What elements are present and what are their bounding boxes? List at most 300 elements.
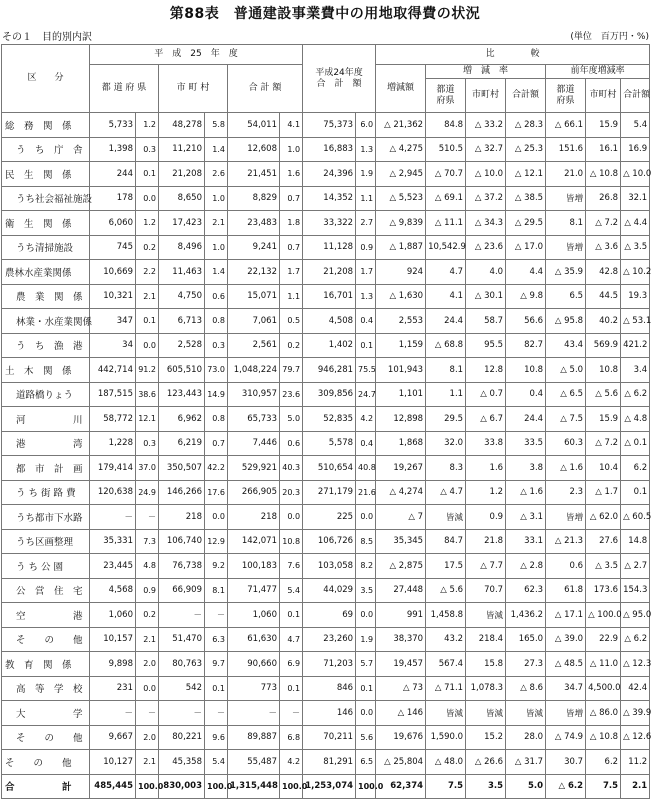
table-cell: △ 30.1: [466, 284, 506, 309]
table-cell: 皆減: [426, 701, 466, 726]
table-row: [2, 113, 650, 138]
table-cell: 1,402: [303, 333, 356, 358]
table-cell: 8.3: [426, 456, 466, 481]
table-cell: 0.4: [506, 382, 546, 407]
table-cell: 1.8: [280, 211, 303, 236]
table-cell: 20.3: [280, 480, 303, 505]
table-cell: 1.9: [356, 162, 376, 187]
table-cell: 442,714: [90, 358, 136, 383]
header-prev-pref: 都道 府県: [546, 79, 586, 113]
row-label: 河 川: [2, 407, 90, 432]
table-cell: 3.4: [621, 358, 650, 383]
table-cell: △ 10.0: [621, 162, 650, 187]
table-cell: △ 17.0: [506, 235, 546, 260]
table-cell: －: [159, 603, 205, 628]
table-cell: 6.3: [205, 627, 228, 652]
table-cell: △ 32.7: [466, 137, 506, 162]
table-cell: 42.8: [586, 260, 621, 285]
table-cell: 1.4: [205, 260, 228, 285]
table-cell: △ 74.9: [546, 725, 586, 750]
table-cell: 16.1: [586, 137, 621, 162]
table-cell: 42.2: [205, 456, 228, 481]
table-cell: △ 5,523: [376, 186, 426, 211]
table-cell: 12,608: [228, 137, 280, 162]
table-cell: △ 1,887: [376, 235, 426, 260]
table-cell: 27.6: [586, 529, 621, 554]
table-cell: 3.5: [356, 578, 376, 603]
table-cell: 21.0: [546, 162, 586, 187]
table-cell: 75.5: [356, 358, 376, 383]
table-cell: 1,159: [376, 333, 426, 358]
table-cell: 0.1: [280, 603, 303, 628]
table-cell: 0.1: [205, 676, 228, 701]
table-cell: 10,157: [90, 627, 136, 652]
table-cell: －: [205, 603, 228, 628]
table-cell: 0.4: [356, 309, 376, 334]
table-cell: △ 4.8: [621, 407, 650, 432]
table-cell: 2.1: [136, 750, 159, 775]
table-cell: 4.2: [356, 407, 376, 432]
table-cell: 1.1: [356, 186, 376, 211]
table-cell: 24,396: [303, 162, 356, 187]
table-cell: △ 26.6: [466, 750, 506, 775]
table-cell: 0.0: [280, 505, 303, 530]
table-cell: 4,508: [303, 309, 356, 334]
table-cell: 5.6: [356, 725, 376, 750]
table-cell: 309,856: [303, 382, 356, 407]
table-cell: 40.3: [280, 456, 303, 481]
table-cell: 100,183: [228, 554, 280, 579]
header-prev-rate: 前年度増減率: [546, 65, 650, 79]
table-cell: 100.0: [205, 774, 228, 799]
table-cell: 56.6: [506, 309, 546, 334]
table-cell: 21.6: [356, 480, 376, 505]
table-cell: 24.4: [506, 407, 546, 432]
table-cell: 12.1: [136, 407, 159, 432]
table-cell: 6.0: [356, 113, 376, 138]
table-cell: 6,219: [159, 431, 205, 456]
table-cell: 14.9: [205, 382, 228, 407]
table-subtitle: その１ 目的別内訳: [2, 32, 92, 43]
table-cell: 22,132: [228, 260, 280, 285]
table-cell: 6.2: [621, 456, 650, 481]
table-cell: 76,738: [159, 554, 205, 579]
table-cell: 15.8: [466, 652, 506, 677]
table-cell: 84.8: [426, 113, 466, 138]
table-cell: △ 25.3: [506, 137, 546, 162]
row-label: そ の 他: [2, 725, 90, 750]
table-cell: 12.8: [466, 358, 506, 383]
table-cell: 71,203: [303, 652, 356, 677]
table-cell: 5.4: [621, 113, 650, 138]
table-cell: 0.0: [205, 505, 228, 530]
table-cell: 266,905: [228, 480, 280, 505]
table-cell: 73.0: [205, 358, 228, 383]
table-cell: 22.9: [586, 627, 621, 652]
table-row: [2, 211, 650, 236]
table-cell: 0.1: [136, 309, 159, 334]
table-cell: 0.1: [356, 333, 376, 358]
table-cell: 30.7: [546, 750, 586, 775]
table-cell: 6,060: [90, 211, 136, 236]
table-cell: △ 5.0: [546, 358, 586, 383]
table-cell: 0.0: [136, 186, 159, 211]
header-incdec-rate: 増 減 率: [426, 65, 546, 79]
table-cell: △ 7.2: [586, 211, 621, 236]
table-cell: 0.6: [280, 431, 303, 456]
table-cell: 11,128: [303, 235, 356, 260]
table-cell: 61.8: [546, 578, 586, 603]
table-cell: 1,868: [376, 431, 426, 456]
table-cell: 43.2: [426, 627, 466, 652]
table-cell: 6,713: [159, 309, 205, 334]
table-cell: 11,463: [159, 260, 205, 285]
table-cell: 7.3: [136, 529, 159, 554]
table-cell: 1,060: [90, 603, 136, 628]
table-cell: △ 60.5: [621, 505, 650, 530]
table-cell: 40.8: [356, 456, 376, 481]
table-cell: 244: [90, 162, 136, 187]
table-cell: 1,048,224: [228, 358, 280, 383]
table-cell: 421.2: [621, 333, 650, 358]
table-cell: 1.0: [205, 235, 228, 260]
row-label: 民 生 関 係: [2, 162, 90, 187]
table-cell: 165.0: [506, 627, 546, 652]
table-cell: △ 1,630: [376, 284, 426, 309]
row-label: うち区画整理: [2, 529, 90, 554]
table-cell: △ 1.6: [546, 456, 586, 481]
table-cell: 218: [228, 505, 280, 530]
table-cell: △ 9.8: [506, 284, 546, 309]
table-cell: 542: [159, 676, 205, 701]
row-label: 土 木 関 係: [2, 358, 90, 383]
table-cell: －: [90, 505, 136, 530]
table-cell: 0.9: [356, 235, 376, 260]
table-cell: 4,750: [159, 284, 205, 309]
table-cell: 34.7: [546, 676, 586, 701]
table-cell: 3.5: [466, 774, 506, 799]
table-cell: 1,436.2: [506, 603, 546, 628]
table-cell: △ 10.0: [466, 162, 506, 187]
table-cell: 1,078.3: [466, 676, 506, 701]
table-cell: 4.2: [280, 750, 303, 775]
table-cell: 84.7: [426, 529, 466, 554]
row-label: 港 湾: [2, 431, 90, 456]
table-cell: 2,553: [376, 309, 426, 334]
table-cell: 1,101: [376, 382, 426, 407]
table-cell: 15.9: [586, 113, 621, 138]
table-cell: △ 53.1: [621, 309, 650, 334]
table-cell: 1,458.8: [426, 603, 466, 628]
table-cell: 8.1: [205, 578, 228, 603]
table-cell: 15,071: [228, 284, 280, 309]
table-row: [2, 431, 650, 456]
table-cell: 58.7: [466, 309, 506, 334]
table-cell: 1.6: [280, 162, 303, 187]
table-cell: △ 12.1: [506, 162, 546, 187]
table-cell: 2.1: [621, 774, 650, 799]
table-cell: 6.2: [586, 750, 621, 775]
table-cell: 0.9: [466, 505, 506, 530]
table-cell: 14.8: [621, 529, 650, 554]
table-cell: △ 3.6: [586, 235, 621, 260]
table-cell: △ 4,274: [376, 480, 426, 505]
table-cell: 80,763: [159, 652, 205, 677]
table-cell: 4.7: [280, 627, 303, 652]
table-cell: 846: [303, 676, 356, 701]
table-cell: 1.7: [280, 260, 303, 285]
header-compare: 比 較: [376, 45, 650, 65]
table-cell: 1,253,074: [303, 774, 356, 799]
table-cell: 61,630: [228, 627, 280, 652]
table-cell: 21,451: [228, 162, 280, 187]
table-cell: －: [205, 701, 228, 726]
table-cell: △ 0.1: [621, 431, 650, 456]
table-cell: 26.8: [586, 186, 621, 211]
table-cell: 142,071: [228, 529, 280, 554]
table-cell: 3.8: [506, 456, 546, 481]
table-cell: 4.0: [466, 260, 506, 285]
header-total: 合 計 額: [228, 65, 303, 113]
table-cell: 2,561: [228, 333, 280, 358]
table-row: [2, 162, 650, 187]
table-cell: △ 31.7: [506, 750, 546, 775]
table-cell: 24.9: [136, 480, 159, 505]
table-cell: △ 3.5: [621, 235, 650, 260]
row-label: 農林水産業関係: [2, 260, 90, 285]
table-cell: 1.0: [205, 186, 228, 211]
table-cell: 95.5: [466, 333, 506, 358]
table-cell: 7,061: [228, 309, 280, 334]
table-cell: 510,654: [303, 456, 356, 481]
table-cell: 0.4: [356, 431, 376, 456]
table-cell: 10.8: [280, 529, 303, 554]
table-cell: 225: [303, 505, 356, 530]
table-cell: 510.5: [426, 137, 466, 162]
table-cell: 皆減: [466, 701, 506, 726]
table-cell: 10,127: [90, 750, 136, 775]
table-cell: 106,726: [303, 529, 356, 554]
table-cell: 17.6: [205, 480, 228, 505]
table-row: [2, 603, 650, 628]
table-cell: 12.9: [205, 529, 228, 554]
table-cell: △ 2.8: [506, 554, 546, 579]
table-cell: 21.8: [466, 529, 506, 554]
table-cell: 33.5: [506, 431, 546, 456]
table-cell: 82.7: [506, 333, 546, 358]
table-cell: 51,470: [159, 627, 205, 652]
table-cell: 0.1: [280, 676, 303, 701]
table-cell: △ 1.7: [586, 480, 621, 505]
table-cell: 830,003: [159, 774, 205, 799]
table-cell: 605,510: [159, 358, 205, 383]
table-cell: －: [280, 701, 303, 726]
table-cell: 66,909: [159, 578, 205, 603]
table-cell: 23,483: [228, 211, 280, 236]
table-cell: 1.9: [356, 627, 376, 652]
table-cell: 1,228: [90, 431, 136, 456]
table-cell: 0.6: [546, 554, 586, 579]
table-cell: △ 9,839: [376, 211, 426, 236]
table-cell: 89,887: [228, 725, 280, 750]
table-cell: △ 68.8: [426, 333, 466, 358]
table-cell: 21,208: [303, 260, 356, 285]
table-cell: 9,898: [90, 652, 136, 677]
table-cell: 0.7: [205, 431, 228, 456]
table-cell: △ 86.0: [586, 701, 621, 726]
table-cell: △ 2,945: [376, 162, 426, 187]
table-cell: 60.3: [546, 431, 586, 456]
table-body: [2, 113, 650, 799]
header-section: 区 分: [2, 45, 90, 113]
table-cell: 924: [376, 260, 426, 285]
row-label: 公 営 住 宅: [2, 578, 90, 603]
table-cell: 15.9: [586, 407, 621, 432]
table-cell: △ 10.2: [621, 260, 650, 285]
table-cell: 皆増: [546, 701, 586, 726]
table-cell: 65,733: [228, 407, 280, 432]
table-cell: 1,398: [90, 137, 136, 162]
table-cell: 0.2: [136, 603, 159, 628]
table-cell: 81,291: [303, 750, 356, 775]
page-title: 第88表 普通建設事業費中の用地取得費の状況: [169, 6, 481, 22]
table-cell: 7.5: [586, 774, 621, 799]
table-cell: 1.1: [426, 382, 466, 407]
table-cell: 5,733: [90, 113, 136, 138]
table-cell: 17.5: [426, 554, 466, 579]
table-cell: 569.9: [586, 333, 621, 358]
table-cell: 35,331: [90, 529, 136, 554]
table-cell: 1.3: [356, 137, 376, 162]
table-cell: △ 48.0: [426, 750, 466, 775]
table-cell: △ 5.6: [586, 382, 621, 407]
table-cell: △ 25,804: [376, 750, 426, 775]
header-rate-muni: 市町村: [466, 79, 506, 113]
table-cell: 37.0: [136, 456, 159, 481]
table-cell: 2.6: [205, 162, 228, 187]
row-label: 道路橋りょう: [2, 382, 90, 407]
table-cell: 173.6: [586, 578, 621, 603]
table-cell: 皆増: [546, 186, 586, 211]
table-cell: 35,345: [376, 529, 426, 554]
table-cell: 1.4: [205, 137, 228, 162]
table-row: [2, 456, 650, 481]
table-cell: 0.2: [136, 235, 159, 260]
table-cell: △ 11.0: [586, 652, 621, 677]
table-cell: 80,221: [159, 725, 205, 750]
table-cell: 154.3: [621, 578, 650, 603]
table-cell: 146,266: [159, 480, 205, 505]
table-cell: 218.4: [466, 627, 506, 652]
table-cell: △ 0.7: [466, 382, 506, 407]
table-cell: 991: [376, 603, 426, 628]
table-cell: 347: [90, 309, 136, 334]
table-cell: 79.7: [280, 358, 303, 383]
table-cell: 5.0: [506, 774, 546, 799]
table-cell: 1.2: [466, 480, 506, 505]
table-cell: 5,578: [303, 431, 356, 456]
table-cell: 21,208: [159, 162, 205, 187]
table-row: [2, 725, 650, 750]
table-cell: 2.0: [136, 725, 159, 750]
table-cell: 2.3: [546, 480, 586, 505]
table-row: [2, 701, 650, 726]
table-cell: △ 6.5: [546, 382, 586, 407]
table-cell: △ 12.6: [621, 725, 650, 750]
header-rate-total: 合計額: [506, 79, 546, 113]
table-cell: 10,669: [90, 260, 136, 285]
table-cell: 10,321: [90, 284, 136, 309]
table-cell: 350,507: [159, 456, 205, 481]
table-cell: 71,477: [228, 578, 280, 603]
table-cell: 17,423: [159, 211, 205, 236]
table-cell: 0.1: [356, 676, 376, 701]
header-year24: 平成24年度 合 計 額: [303, 45, 376, 113]
table-cell: 0.0: [356, 603, 376, 628]
table-cell: 218: [159, 505, 205, 530]
table-cell: 4,500.0: [586, 676, 621, 701]
table-cell: △ 48.5: [546, 652, 586, 677]
table-row: [2, 627, 650, 652]
table-cell: 34: [90, 333, 136, 358]
table-cell: 0.1: [621, 480, 650, 505]
row-label: 都 市 計 画: [2, 456, 90, 481]
table-cell: △ 7: [376, 505, 426, 530]
table-cell: △ 2,875: [376, 554, 426, 579]
table-cell: 28.0: [506, 725, 546, 750]
table-cell: 42.4: [621, 676, 650, 701]
table-cell: 1.1: [280, 284, 303, 309]
table-cell: 1.2: [136, 211, 159, 236]
row-label: う ち 漁 港: [2, 333, 90, 358]
table-cell: 38,370: [376, 627, 426, 652]
table-cell: 11.2: [621, 750, 650, 775]
table-cell: △ 37.2: [466, 186, 506, 211]
table-cell: 2.1: [205, 211, 228, 236]
table-row: [2, 137, 650, 162]
table-row: [2, 676, 650, 701]
table-cell: －: [159, 701, 205, 726]
table-cell: 8.2: [356, 554, 376, 579]
table-cell: 106,740: [159, 529, 205, 554]
table-cell: 123,443: [159, 382, 205, 407]
table-row: [2, 235, 650, 260]
table-cell: 16,883: [303, 137, 356, 162]
table-cell: △ 4,275: [376, 137, 426, 162]
table-cell: 0.3: [136, 137, 159, 162]
table-cell: △ 23.6: [466, 235, 506, 260]
table-cell: △ 100.0: [586, 603, 621, 628]
table-cell: 0.7: [280, 186, 303, 211]
land-acquisition-table: [1, 44, 650, 799]
table-cell: 485,445: [90, 774, 136, 799]
table-cell: △ 71.1: [426, 676, 466, 701]
table-cell: △ 69.1: [426, 186, 466, 211]
table-cell: 7.5: [426, 774, 466, 799]
table-cell: 43.4: [546, 333, 586, 358]
row-label: うち社会福祉施設: [2, 186, 90, 211]
table-cell: 32.0: [426, 431, 466, 456]
table-cell: 皆減: [506, 701, 546, 726]
row-label: 合 計: [2, 774, 90, 799]
table-cell: －: [136, 701, 159, 726]
table-cell: 4.7: [426, 260, 466, 285]
table-cell: 0.1: [136, 162, 159, 187]
table-cell: 4,568: [90, 578, 136, 603]
table-cell: 38.6: [136, 382, 159, 407]
table-cell: 4.8: [136, 554, 159, 579]
table-cell: 27,448: [376, 578, 426, 603]
